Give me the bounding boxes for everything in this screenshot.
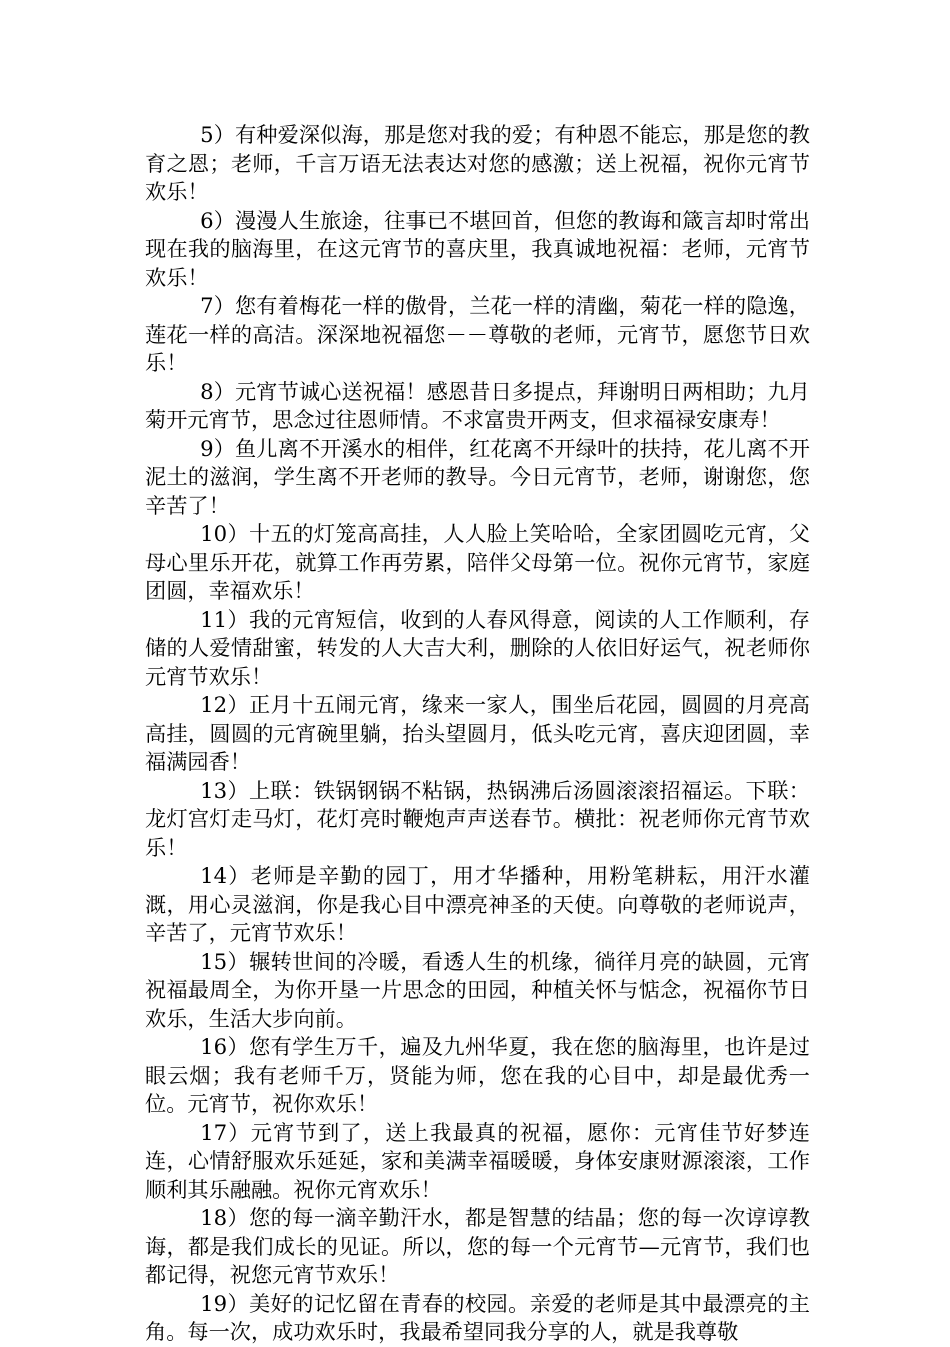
paragraph-11: 11）我的元宵短信，收到的人春风得意，阅读的人工作顺利，存储的人爱情甜蜜，转发的人大吉大利，删除的人依旧好运气，祝老师你元宵节欢乐！ [145, 606, 810, 689]
paragraph-19: 19）美好的记忆留在青春的校园。亲爱的老师是其中最漂亮的主角。每一次，成功欢乐时，我最希望同我分享的人，就是我尊敬 [145, 1290, 810, 1344]
paragraph-18: 18）您的每一滴辛勤汗水，都是智慧的结晶；您的每一次谆谆教诲，都是我们成长的见证。所以，您的每一个元宵节—元宵节，我们也都记得，祝您元宵节欢乐！ [145, 1205, 810, 1287]
paragraph-15: 15）辗转世间的冷暖，看透人生的机缘，徜徉月亮的缺圆，元宵祝福最周全，为你开垦一片思念的田园，种植关怀与惦念，祝福你节日欢乐，生活大步向前。 [145, 948, 810, 1031]
paragraph-17: 17）元宵节到了，送上我最真的祝福，愿你：元宵佳节好梦连连，心情舒服欢乐延延，家和美满幸福暖暖，身体安康财源滚滚，工作顺利其乐融融。祝你元宵欢乐！ [145, 1119, 810, 1202]
paragraph-13: 13）上联：铁锅钢锅不粘锅，热锅沸后汤圆滚滚招福运。下联：龙灯宫灯走马灯，花灯亮时鞭炮声声送春节。横批：祝老师你元宵节欢乐！ [145, 777, 810, 860]
document-body [145, 121, 810, 1347]
paragraph-8: 8）元宵节诚心送祝福！感恩昔日多提点，拜谢明日两相助；九月菊开元宵节，思念过往恩师情。不求富贵开两支，但求福禄安康寿！ [145, 378, 810, 432]
paragraph-16: 16）您有学生万千，遍及九州华夏，我在您的脑海里，也许是过眼云烟；我有老师千万，贤能为师，您在我的心目中，却是最优秀一位。元宵节，祝你欢乐！ [145, 1034, 810, 1116]
paragraph-12: 12）正月十五闹元宵，缘来一家人，围坐后花园，圆圆的月亮高高挂，圆圆的元宵碗里躺，抬头望圆月，低头吃元宵，喜庆迎团圆，幸福满园香！ [145, 692, 810, 774]
paragraph-14: 14）老师是辛勤的园丁，用才华播种，用粉笔耕耘，用汗水灌溉，用心灵滋润，你是我心目中漂亮神圣的天使。向尊敬的老师说声，辛苦了，元宵节欢乐！ [145, 863, 810, 945]
paragraph-6: 6）漫漫人生旅途，往事已不堪回首，但您的教诲和箴言却时常出现在我的脑海里，在这元宵节的喜庆里，我真诚地祝福：老师，元宵节欢乐！ [145, 207, 810, 290]
paragraph-7: 7）您有着梅花一样的傲骨，兰花一样的清幽，菊花一样的隐逸，莲花一样的高洁。深深地祝福您－－尊敬的老师，元宵节，愿您节日欢乐！ [145, 293, 810, 375]
paragraph-9: 9）鱼儿离不开溪水的相伴，红花离不开绿叶的扶持，花儿离不开泥土的滋润，学生离不开老师的教导。今日元宵节，老师，谢谢您，您辛苦了！ [145, 435, 810, 518]
paragraph-5: 5）有种爱深似海，那是您对我的爱；有种恩不能忘，那是您的教育之恩；老师，千言万语无法表达对您的感激；送上祝福，祝你元宵节欢乐！ [145, 122, 810, 204]
paragraph-10: 10）十五的灯笼高高挂，人人脸上笑哈哈，全家团圆吃元宵，父母心里乐开花，就算工作再劳累，陪伴父母第一位。祝你元宵节，家庭团圆，幸福欢乐！ [145, 521, 810, 603]
